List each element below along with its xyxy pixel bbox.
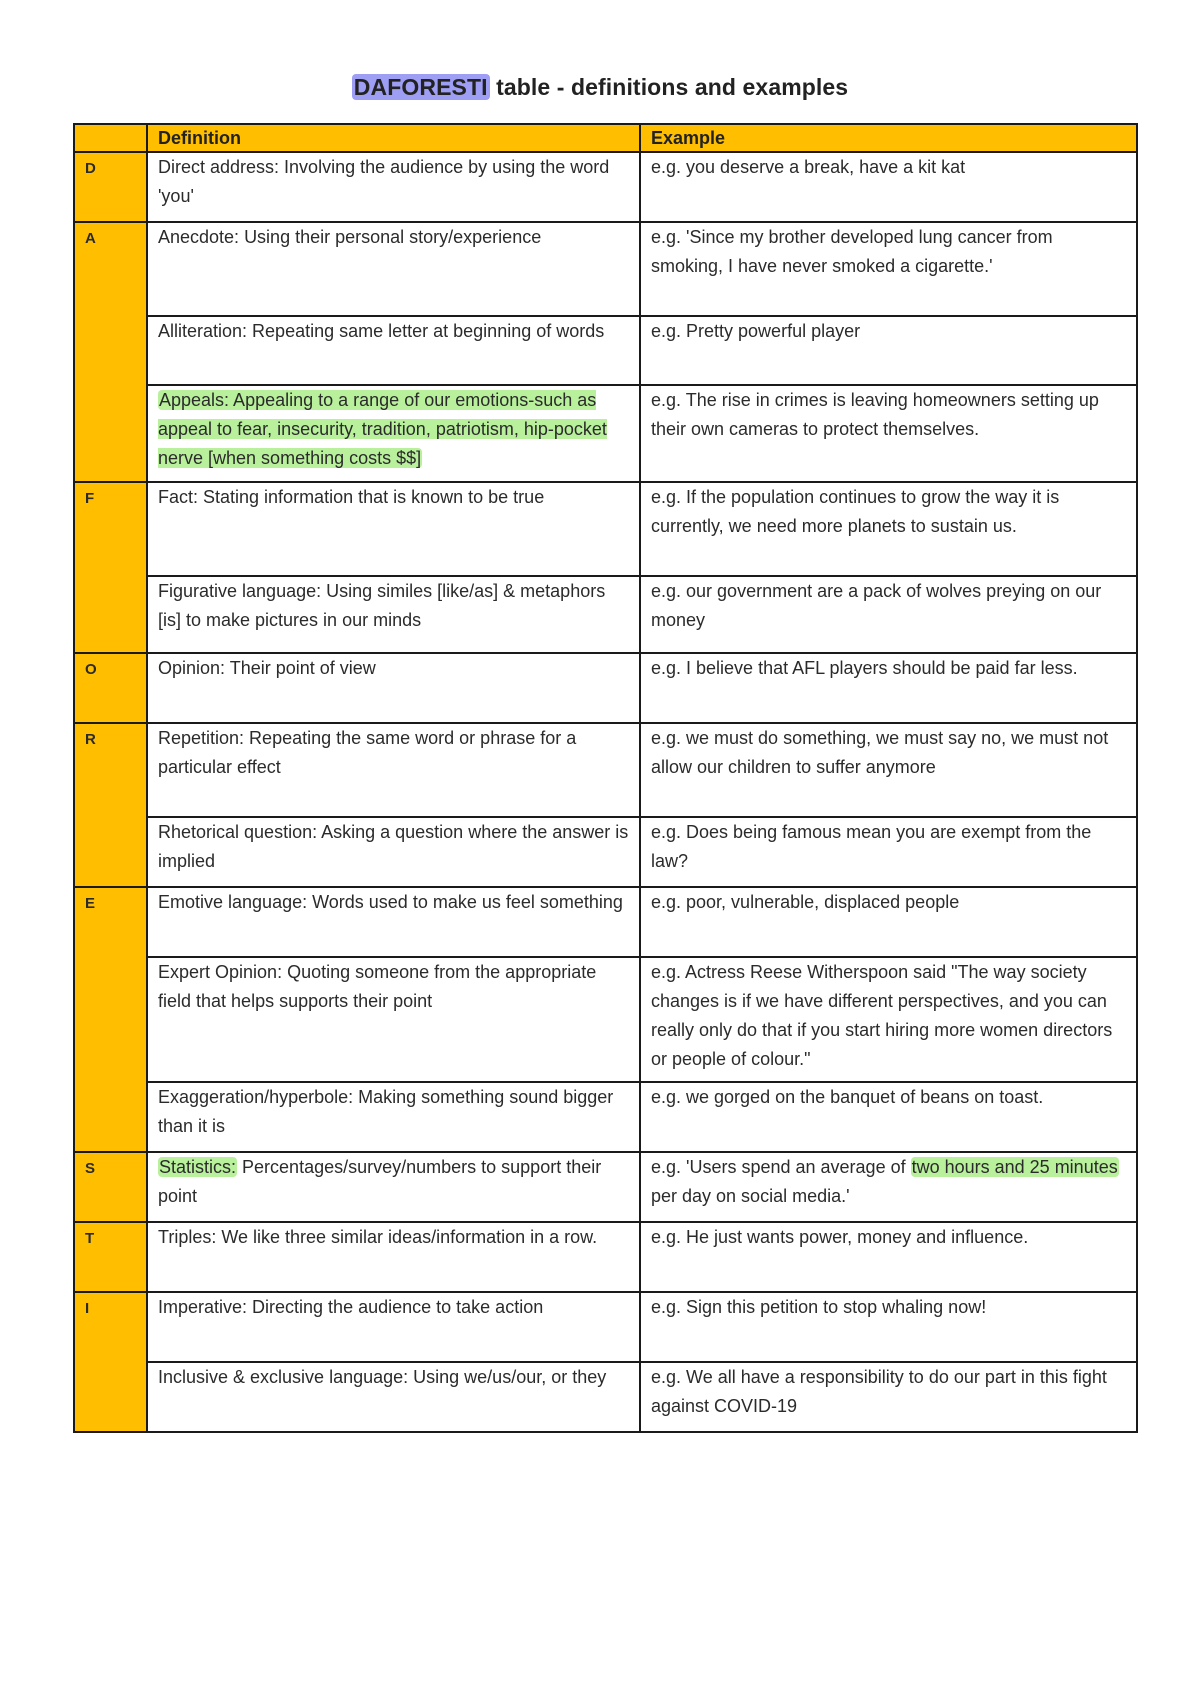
definition-cell xyxy=(147,385,640,482)
definition-cell: Anecdote: Using their personal story/experience xyxy=(147,222,640,316)
definition-cell: Rhetorical question: Asking a question where the answer is implied xyxy=(147,817,640,887)
table-row xyxy=(74,385,1137,482)
letter-cell: E xyxy=(74,887,147,1152)
table-row xyxy=(74,576,1137,653)
table-row xyxy=(74,887,1137,957)
example-cell: e.g. we must do something, we must say no, we must not allow our children to suffer anymore xyxy=(640,723,1137,817)
table-row xyxy=(74,653,1137,723)
example-post: per day on social media.' xyxy=(651,1186,850,1206)
example-cell: e.g. you deserve a break, have a kit kat xyxy=(640,152,1137,222)
header-letter-cell xyxy=(74,124,147,152)
letter-cell: T xyxy=(74,1222,147,1292)
definition-cell: Repetition: Repeating the same word or phrase for a particular effect xyxy=(147,723,640,817)
definition-cell: Opinion: Their point of view xyxy=(147,653,640,723)
example-cell xyxy=(640,1152,1137,1222)
letter-cell: A xyxy=(74,222,147,482)
title-rest: table - definitions and examples xyxy=(489,74,849,100)
definition-cell: Fact: Stating information that is known to be true xyxy=(147,482,640,576)
example-cell: e.g. Does being famous mean you are exempt from the law? xyxy=(640,817,1137,887)
letter-cell: R xyxy=(74,723,147,887)
letter-cell: S xyxy=(74,1152,147,1222)
letter-cell: F xyxy=(74,482,147,653)
letter-cell: D xyxy=(74,152,147,222)
table-row xyxy=(74,152,1137,222)
daforesti-table xyxy=(73,123,1138,1433)
example-cell: e.g. poor, vulnerable, displaced people xyxy=(640,887,1137,957)
page-title xyxy=(0,74,1200,101)
highlighted-term: Statistics: xyxy=(159,1157,237,1177)
highlighted-definition: Appeals: Appealing to a range of our emotions-such as appeal to fear, insecurity, tradition, patriotism, hip-pocket nerve [when something costs $$] xyxy=(158,390,607,468)
table-row xyxy=(74,1362,1137,1432)
example-cell: e.g. He just wants power, money and influence. xyxy=(640,1222,1137,1292)
definition-cell: Direct address: Involving the audience by using the word 'you' xyxy=(147,152,640,222)
definition-cell: Expert Opinion: Quoting someone from the appropriate field that helps supports their point xyxy=(147,957,640,1082)
example-cell: e.g. we gorged on the banquet of beans on toast. xyxy=(640,1082,1137,1152)
table-row xyxy=(74,723,1137,817)
example-cell: e.g. 'Since my brother developed lung cancer from smoking, I have never smoked a cigarette.' xyxy=(640,222,1137,316)
example-cell: e.g. our government are a pack of wolves preying on our money xyxy=(640,576,1137,653)
letter-cell: O xyxy=(74,653,147,723)
letter-cell: I xyxy=(74,1292,147,1432)
definition-cell: Emotive language: Words used to make us feel something xyxy=(147,887,640,957)
header-example: Example xyxy=(640,124,1137,152)
definition-cell: Imperative: Directing the audience to take action xyxy=(147,1292,640,1362)
definition-cell: Exaggeration/hyperbole: Making something sound bigger than it is xyxy=(147,1082,640,1152)
definition-cell: Alliteration: Repeating same letter at beginning of words xyxy=(147,316,640,385)
table-row xyxy=(74,482,1137,576)
definition-cell xyxy=(147,1152,640,1222)
definition-cell: Inclusive & exclusive language: Using we/us/our, or they xyxy=(147,1362,640,1432)
definition-rest: Percentages/survey/numbers to support their point xyxy=(158,1157,602,1206)
example-cell: e.g. We all have a responsibility to do our part in this fight against COVID-19 xyxy=(640,1362,1137,1432)
definition-cell: Triples: We like three similar ideas/information in a row. xyxy=(147,1222,640,1292)
table-row xyxy=(74,1292,1137,1362)
example-cell: e.g. If the population continues to grow the way it is currently, we need more planets to sustain us. xyxy=(640,482,1137,576)
table-row xyxy=(74,957,1137,1082)
table-row xyxy=(74,316,1137,385)
table-header-row xyxy=(74,124,1137,152)
example-cell: e.g. Pretty powerful player xyxy=(640,316,1137,385)
table-row xyxy=(74,817,1137,887)
table-row xyxy=(74,1082,1137,1152)
example-pre: e.g. 'Users spend an average of xyxy=(651,1157,911,1177)
definition-cell: Figurative language: Using similes [like/as] & metaphors [is] to make pictures in our minds xyxy=(147,576,640,653)
example-cell: e.g. Sign this petition to stop whaling now! xyxy=(640,1292,1137,1362)
example-cell: e.g. Actress Reese Witherspoon said "The way society changes is if we have different perspectives, and you can really only do that if you start hiring more women directors or people of colour." xyxy=(640,957,1137,1082)
table-row xyxy=(74,222,1137,316)
example-cell: e.g. I believe that AFL players should be paid far less. xyxy=(640,653,1137,723)
title-highlight: DAFORESTI xyxy=(353,74,488,100)
header-definition: Definition xyxy=(147,124,640,152)
highlighted-stat: two hours and 25 minutes xyxy=(911,1157,1118,1177)
example-cell: e.g. The rise in crimes is leaving homeowners setting up their own cameras to protect themselves. xyxy=(640,385,1137,482)
table-row xyxy=(74,1222,1137,1292)
table-row xyxy=(74,1152,1137,1222)
